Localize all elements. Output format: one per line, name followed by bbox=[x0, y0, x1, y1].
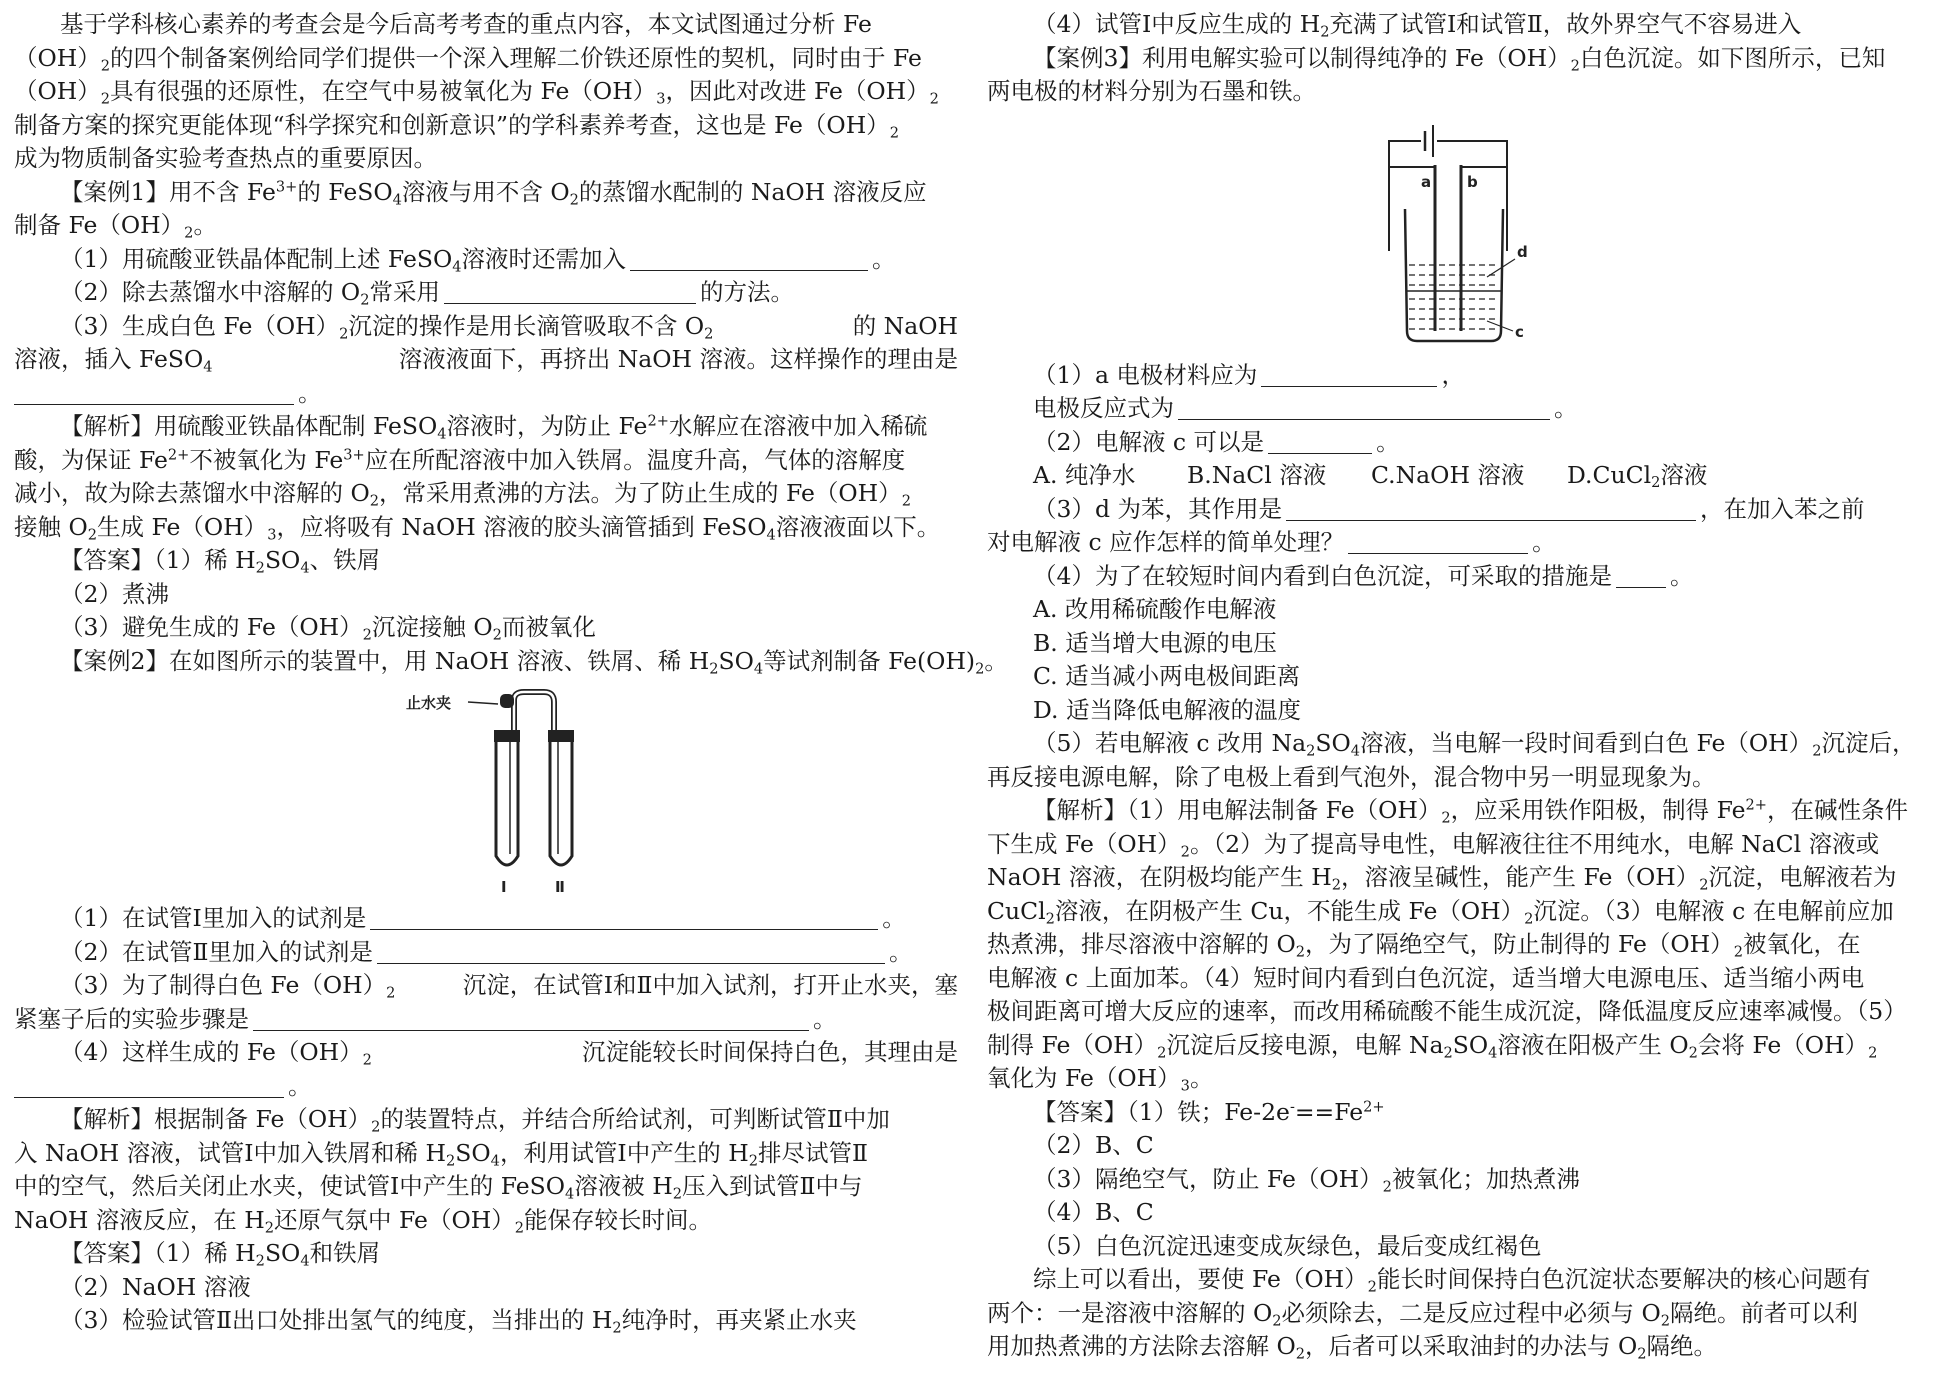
test-tube-1 bbox=[494, 730, 520, 865]
c3-analysis-7: 极间距离可增大反应的速率，而改用稀硫酸不能生成沉淀，降低温度反应速率减慢。（5） bbox=[987, 997, 1907, 1025]
c3-answer-3: （3）隔绝空气，防止 $Fe(OH)_2$被氧化；加热煮沸 bbox=[1033, 1164, 1580, 1195]
c1-analysis-3: 减小，故为除去蒸馏水中溶解的 $O_2$，常采用煮沸的方法。为了防止生成的 $Fe(OH)_2$ bbox=[14, 479, 911, 510]
c3-analysis-2: 下生成 $Fe(OH)_2$。（2）为了提高导电性，电解液往往不用纯水，电解 NaCl 溶液或 bbox=[987, 829, 1880, 860]
c3-options-1 bbox=[987, 459, 1925, 493]
c1-analysis-2: 酸，为保证 $Fe^{2+}$不被氧化为 $Fe^{3+}$应在所配溶液中加入铁屑。温度升高，气体的溶解度 bbox=[14, 445, 906, 474]
c1-answer-2: （2）煮沸 bbox=[60, 579, 169, 608]
answer-blank[interactable] bbox=[1268, 429, 1372, 454]
intro-line-2: $(OH)_2$的四个制备案例给同学们提供一个深入理解二价铁还原性的契机，同时由于 Fe bbox=[14, 43, 922, 74]
c2-analysis-1: 【解析】根据制备 $Fe(OH)_2$的装置特点，并结合所给试剂，可判断试管Ⅱ中加 bbox=[60, 1105, 890, 1136]
option-d: D.CuCl2溶液 bbox=[1567, 461, 1708, 492]
answer-blank[interactable] bbox=[1261, 362, 1437, 387]
c1-answer-1: 【答案】（1）稀 $H_2SO_4$、铁屑 bbox=[60, 546, 381, 577]
case2-title: 【案例2】在如图所示的装置中，用 NaOH 溶液、铁屑、稀 $H_2SO_4$等试剂制备 $Fe(OH)_2$。 bbox=[60, 646, 1008, 677]
c3-answer-5: （5）白色沉淀迅速变成灰绿色，最后变成红褐色 bbox=[1033, 1231, 1542, 1260]
summary-line-2: 两个：一是溶液中溶解的 $O_2$必须除去，二是反应过程中必须与 $O_2$隔绝。前者可以利 bbox=[987, 1298, 1859, 1329]
c3-analysis-8: 制得 $Fe(OH)_2$沉淀后反接电源，电解 $Na_2SO_4$溶液在阳极产生 $O_2$会将 $Fe(OH)_2$ bbox=[987, 1030, 1878, 1061]
c3-question-5-line-2: 再反接电源电解，除了电极上看到气泡外，混合物中另一明显现象为。 bbox=[987, 762, 1716, 791]
intro-line-1: 基于学科核心素养的考查会是今后高考考查的重点内容，本文试图通过分析 Fe bbox=[60, 10, 872, 38]
answer-blank[interactable] bbox=[630, 246, 868, 271]
c3-answer-1: 【答案】（1）铁；$Fe-2e^-==Fe^{2+}$ bbox=[1033, 1097, 1385, 1126]
answer-blank[interactable] bbox=[14, 1073, 284, 1098]
c1-answer-3: （3）避免生成的 $Fe(OH)_2$沉淀接触 $O_2$而被氧化 bbox=[60, 613, 596, 644]
c3-answer-2: （2）B、C bbox=[1033, 1131, 1154, 1159]
c3-analysis-3: NaOH 溶液，在阴极均能产生 $H_2$，溶液呈碱性，能产生 $Fe(OH)_2$沉淀，电解液若为 bbox=[987, 863, 1897, 894]
c1-question-2: （2）除去蒸馏水中溶解的 $O_2$常采用 的方法。 bbox=[60, 278, 794, 309]
answer-blank[interactable] bbox=[1348, 529, 1528, 554]
c3-analysis-6: 电解液 c 上面加苯。（4）短时间内看到白色沉淀，适当增大电源电压、适当缩小两电 bbox=[987, 963, 1865, 992]
answer-blank[interactable] bbox=[14, 380, 294, 405]
case3-electrolysis-figure bbox=[987, 109, 1925, 359]
answer-blank[interactable] bbox=[444, 279, 696, 304]
c2-analysis-4: NaOH 溶液反应，在 $H_2$还原气氛中 $Fe(OH)_2$能保存较长时间。 bbox=[14, 1205, 712, 1236]
c2-question-3: （3）为了制得白色 $Fe(OH)_2$ 沉淀，在试管Ⅰ和Ⅱ中加入试剂，打开止水夹，塞 bbox=[60, 971, 958, 1002]
c2-answer-4: （4）试管Ⅰ中反应生成的 $H_2$充满了试管Ⅰ和试管Ⅱ，故外界空气不容易进入 bbox=[1033, 10, 1802, 41]
option-c-2: C. 适当减小两电极间距离 bbox=[1033, 662, 1301, 690]
c1-analysis-1: 【解析】用硫酸亚铁晶体配制 FeSO$_4$溶液时，为防止 $Fe^{2+}$水解应在溶液中加入稀硫 bbox=[60, 412, 928, 443]
option-b-2: B. 适当增大电源的电压 bbox=[1033, 628, 1277, 657]
answer-blank[interactable] bbox=[1616, 563, 1666, 588]
c2-question-1: （1）在试管Ⅰ里加入的试剂是 。 bbox=[60, 904, 906, 932]
intro-line-4: 制备方案的探究更能体现“科学探究和创新意识”的学科素养考查，这也是 $Fe(OH)_2$ bbox=[14, 110, 899, 141]
option-c: C.NaOH 溶液 bbox=[1371, 461, 1525, 489]
option-a-2: A. 改用稀硫酸作电解液 bbox=[1033, 595, 1277, 623]
c2-answer-1: 【答案】（1）稀 $H_2SO_4$和铁屑 bbox=[60, 1239, 381, 1270]
tube-2-label: Ⅱ bbox=[555, 878, 565, 896]
c2-question-3-line-2: 紧塞子后的实验步骤是 。 bbox=[14, 1004, 837, 1033]
option-b: B.NaCl 溶液 bbox=[1187, 461, 1327, 489]
case1-line-2: 制备 $Fe(OH)_2$。 bbox=[14, 211, 217, 242]
c2-question-2: （2）在试管Ⅱ里加入的试剂是 。 bbox=[60, 937, 913, 966]
summary-line-3: 用加热煮沸的方法除去溶解 $O_2$，后者可以采取油封的办法与 $O_2$隔绝。 bbox=[987, 1332, 1718, 1363]
c1-analysis-4: 接触 $O_2$生成 $Fe(OH)_3$，应将吸有 NaOH 溶液的胶头滴管插到 FeSO$_4$溶液液面以下。 bbox=[14, 512, 941, 543]
c2-analysis-2: 入 NaOH 溶液，试管Ⅰ中加入铁屑和稀 $H_2SO_4$，利用试管Ⅰ中产生的 $H_2$排尽试管Ⅱ bbox=[14, 1138, 868, 1169]
c2-answer-2: （2）NaOH 溶液 bbox=[60, 1272, 251, 1301]
c3-question-1-line-2: 电极反应式为 。 bbox=[1033, 394, 1578, 422]
c3-question-1: （1）a 电极材料应为 ， bbox=[1033, 360, 1465, 389]
c1-question-3: （3）生成白色 $Fe(OH)_2$沉淀的操作是用长滴管吸取不含 $O_2$ 的 NaOH bbox=[60, 311, 958, 342]
case3-line-2: 两电极的材料分别为石墨和铁。 bbox=[987, 77, 1316, 105]
c3-answer-4: （4）B、C bbox=[1033, 1198, 1154, 1226]
summary-line-1: 综上可以看出，要使 $Fe(OH)_2$能长时间保持白色沉淀状态要解决的核心问题有 bbox=[1033, 1265, 1871, 1296]
c3-question-3: （3）d 为苯，其作用是 ，在加入苯之前 bbox=[1033, 494, 1865, 523]
c3-question-5: （5）若电解液 c 改用 $Na_2SO_4$溶液，当电解一段时间看到白色 $Fe(OH)_2$沉淀后， bbox=[1033, 729, 1916, 760]
answer-blank[interactable] bbox=[253, 1006, 809, 1031]
c2-answer-3: （3）检验试管Ⅱ出口处排出氢气的纯度，当排出的 $H_2$纯净时，再夹紧止水夹 bbox=[60, 1306, 857, 1337]
answer-blank[interactable] bbox=[1286, 496, 1696, 521]
tube-1-label: Ⅰ bbox=[501, 878, 507, 896]
answer-blank[interactable] bbox=[377, 939, 885, 964]
right-column bbox=[987, 8, 1925, 1364]
option-a: A. 纯净水 bbox=[1033, 461, 1136, 489]
c3-question-2: （2）电解液 c 可以是 。 bbox=[1033, 427, 1400, 456]
left-column bbox=[14, 8, 1008, 1338]
clamp-icon bbox=[500, 694, 514, 708]
case3-title: 【案例3】利用电解实验可以制得纯净的 $Fe(OH)_2$白色沉淀。如下图所示，已知 bbox=[1033, 43, 1886, 74]
intro-line-3: $(OH)_2$具有很强的还原性，在空气中易被氧化为 $Fe(OH)_3$，因此对改进 $Fe(OH)_2$ bbox=[14, 77, 939, 108]
c3-analysis-9: 氧化为 $Fe(OH)_3$。 bbox=[987, 1064, 1214, 1095]
label-d: d bbox=[1517, 242, 1528, 261]
label-c: c bbox=[1515, 322, 1524, 341]
answer-blank[interactable] bbox=[370, 905, 878, 930]
clamp-label: 止水夹 bbox=[406, 694, 452, 712]
electrode-b-label: b bbox=[1467, 172, 1478, 191]
c3-analysis-5: 热煮沸，排尽溶液中溶解的 $O_2$，为了隔绝空气，防止制得的 $Fe(OH)_2$被氧化，在 bbox=[987, 930, 1861, 961]
c3-analysis-4: CuCl$_2$溶液，在阴极产生 Cu，不能生成 $Fe(OH)_2$沉淀。（3）电解液 c 在电解前应加 bbox=[987, 896, 1894, 927]
answer-blank[interactable] bbox=[1178, 395, 1550, 420]
option-d-2: D. 适当降低电解液的温度 bbox=[1033, 695, 1301, 724]
c3-analysis-1: 【解析】（1）用电解法制备 $Fe(OH)_2$，应采用铁作阳极，制得 $Fe^{2+}$，在碱性条件 bbox=[1033, 796, 1908, 827]
case1-title: 【案例1】用不含 $Fe^{3+}$的 FeSO$_4$溶液与用不含 $O_2$的蒸馏水配制的 NaOH 溶液反应 bbox=[60, 177, 927, 208]
case2-apparatus-figure bbox=[14, 678, 958, 902]
c2-question-4: （4）这样生成的 $Fe(OH)_2$ 沉淀能较长时间保持白色，其理由是 bbox=[60, 1038, 958, 1069]
c2-analysis-3: 中的空气，然后关闭止水夹，使试管Ⅰ中产生的 FeSO$_4$溶液被 $H_2$压入到试管Ⅱ中与 bbox=[14, 1172, 863, 1203]
intro-line-5: 成为物质制备实验考查热点的重要原因。 bbox=[14, 144, 437, 172]
test-tube-2 bbox=[548, 730, 574, 865]
electrode-a-label: a bbox=[1421, 172, 1432, 191]
c3-question-3-line-2: 对电解液 c 应作怎样的简单处理？ 。 bbox=[987, 528, 1556, 556]
c1-question-1: （1）用硫酸亚铁晶体配制上述 FeSO$_4$溶液时还需加入 。 bbox=[60, 244, 896, 275]
c1-question-3-line-3: 。 bbox=[14, 377, 958, 411]
c1-question-3-line-2: 溶液，插入 FeSO$_4$ 溶液液面下，再挤出 NaOH 溶液。这样操作的理由是 bbox=[14, 345, 958, 376]
c2-question-4-line-2: 。 bbox=[14, 1070, 958, 1104]
c3-question-4: （4）为了在较短时间内看到白色沉淀，可采取的措施是 。 bbox=[1033, 561, 1694, 590]
